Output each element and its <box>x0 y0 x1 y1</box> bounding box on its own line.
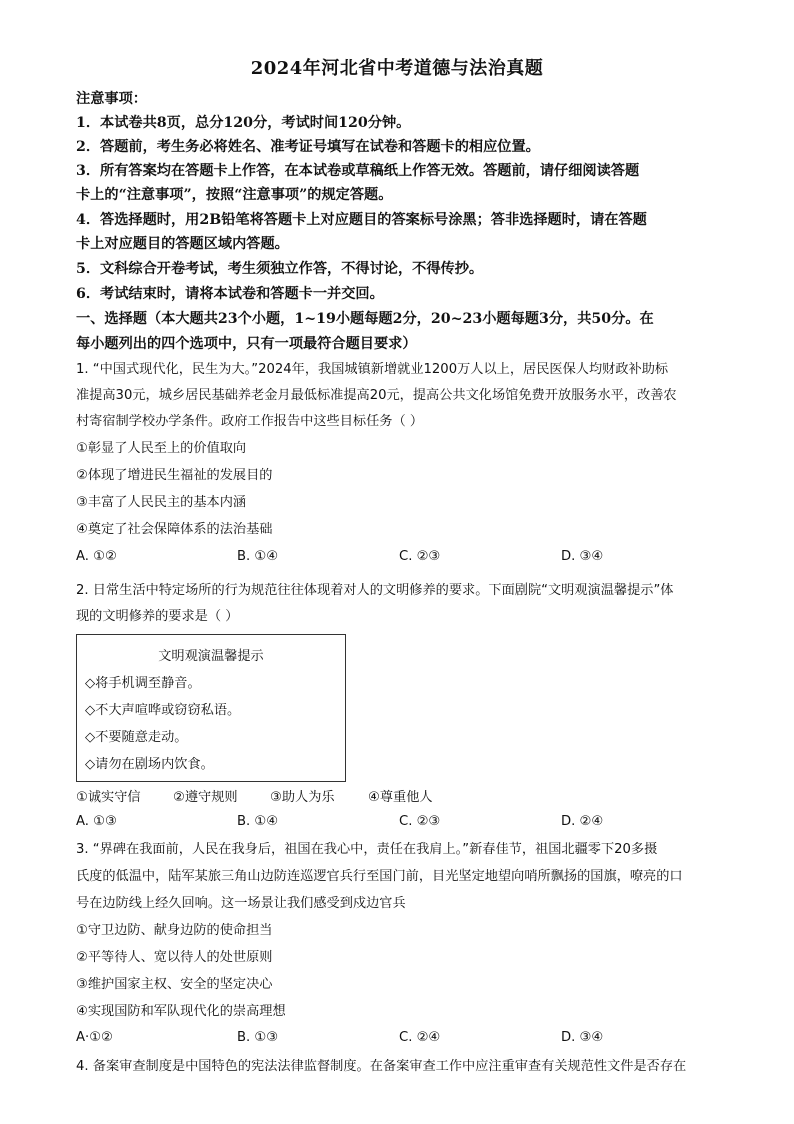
q3-option-d: D. ③④ <box>561 1030 604 1045</box>
q1-line-1: 1. “中国式现代化，民生为大。”2024年，我国城镇新增就业1200万人以上，居民医保人均财政补助标 <box>76 362 669 377</box>
note-2: 2．答题前，考生务必将姓名、准考证号填写在试卷和答题卡的相应位置。 <box>76 139 540 155</box>
q1-line-3: 村寄宿制学校办学条件。政府工作报告中这些目标任务（ ） <box>76 414 424 429</box>
q2-options <box>76 814 726 832</box>
q3-statement-2: ②平等待人、宽以待人的处世原则 <box>76 950 273 965</box>
q3-line-3: 号在边防线上经久回响。这一场景让我们感受到戍边官兵 <box>76 896 406 911</box>
q2-option-c: C. ②③ <box>399 814 441 829</box>
q3-statement-3: ③维护国家主权、安全的坚定决心 <box>76 977 273 992</box>
notes-heading: 注意事项： <box>76 91 147 107</box>
note-3-cont: 卡上的“注意事项”，按照“注意事项”的规定答题。 <box>76 187 393 203</box>
q2-option-d: D. ②④ <box>561 814 604 829</box>
q4-line-1: 4. 备案审查制度是中国特色的宪法法律监督制度。在备案审查工作中应注重审查有关规范性文件是否存在 <box>76 1059 687 1074</box>
note-3: 3．所有答案均在答题卡上作答，在本试卷或草稿纸上作答无效。答题前，请仔细阅读答题 <box>76 163 640 179</box>
q2-option-a: A. ①③ <box>76 814 117 829</box>
q3-option-a: A·①② <box>76 1030 113 1045</box>
q1-line-2: 准提高30元，城乡居民基础养老金月最低标准提高20元，提高公共文化场馆免费开放服务水平，改善农 <box>76 388 677 403</box>
q3-statement-1: ①守卫边防、献身边防的使命担当 <box>76 923 273 938</box>
q1-option-d: D. ③④ <box>561 549 604 564</box>
q1-option-b: B. ①④ <box>237 549 279 564</box>
civility-tip-1: ◇将手机调至静音。 <box>85 676 201 691</box>
note-6: 6．考试结束时，请将本试卷和答题卡一并交回。 <box>76 286 384 302</box>
q2-line-1: 2. 日常生活中特定场所的行为规范往往体现着对人的文明修养的要求。下面剧院“文明观演温馨提示”体 <box>76 583 674 598</box>
q2-statement-4: ④尊重他人 <box>368 790 433 805</box>
civility-tip-3: ◇不要随意走动。 <box>85 730 188 745</box>
q1-options <box>76 549 726 567</box>
q3-statement-4: ④实现国防和军队现代化的崇高理想 <box>76 1004 286 1019</box>
q2-line-2: 现的文明修养的要求是（ ） <box>76 609 239 624</box>
q2-statement-1: ①诚实守信 <box>76 790 141 805</box>
q1-statement-2: ②体现了增进民生福祉的发展目的 <box>76 468 273 483</box>
civility-tip-4: ◇请勿在剧场内饮食。 <box>85 757 214 772</box>
note-5: 5．文科综合开卷考试，考生须独立作答，不得讨论，不得传抄。 <box>76 261 484 277</box>
q1-option-c: C. ②③ <box>399 549 441 564</box>
civility-tip-2: ◇不大声喧哗或窃窃私语。 <box>85 703 241 718</box>
q3-option-c: C. ②④ <box>399 1030 441 1045</box>
q1-option-a: A. ①② <box>76 549 117 564</box>
q1-statement-4: ④奠定了社会保障体系的法治基础 <box>76 522 273 537</box>
q2-option-b: B. ①④ <box>237 814 279 829</box>
q3-option-b: B. ①③ <box>237 1030 279 1045</box>
section-heading-1: 一、选择题（本大题共23个小题，1~19小题每题2分，20~23小题每题3分，共50分。在 <box>76 311 654 327</box>
q1-statement-3: ③丰富了人民民主的基本内涵 <box>76 495 247 510</box>
q3-line-1: 3. “界碑在我面前，人民在我身后，祖国在我心中，责任在我肩上。”新春佳节，祖国北疆零下20多摄 <box>76 842 658 857</box>
note-1: 1．本试卷共8页，总分120分，考试时间120分钟。 <box>76 115 411 131</box>
section-heading-2: 每小题列出的四个选项中，只有一项最符合题目要求） <box>76 336 417 352</box>
q1-statement-1: ①彰显了人民至上的价值取向 <box>76 441 247 456</box>
civility-tips-box <box>76 634 346 782</box>
page-title: 2024年河北省中考道德与法治真题 <box>250 58 544 79</box>
note-4-cont: 卡上对应题目的答题区域内答题。 <box>76 236 289 252</box>
q2-statement-3: ③助人为乐 <box>270 790 335 805</box>
q3-line-2: 氏度的低温中，陆军某旅三角山边防连巡逻官兵行至国门前，目光坚定地望向哨所飘扬的国旗，嘹亮的口 <box>76 869 683 884</box>
q2-statement-2: ②遵守规则 <box>173 790 238 805</box>
q3-options <box>76 1030 726 1048</box>
civility-tips-title: 文明观演温馨提示 <box>158 649 264 664</box>
q2-statements <box>76 786 726 804</box>
note-4: 4．答选择题时，用2B铅笔将答题卡上对应题目的答案标号涂黑；答非选择题时，请在答题 <box>76 212 647 228</box>
